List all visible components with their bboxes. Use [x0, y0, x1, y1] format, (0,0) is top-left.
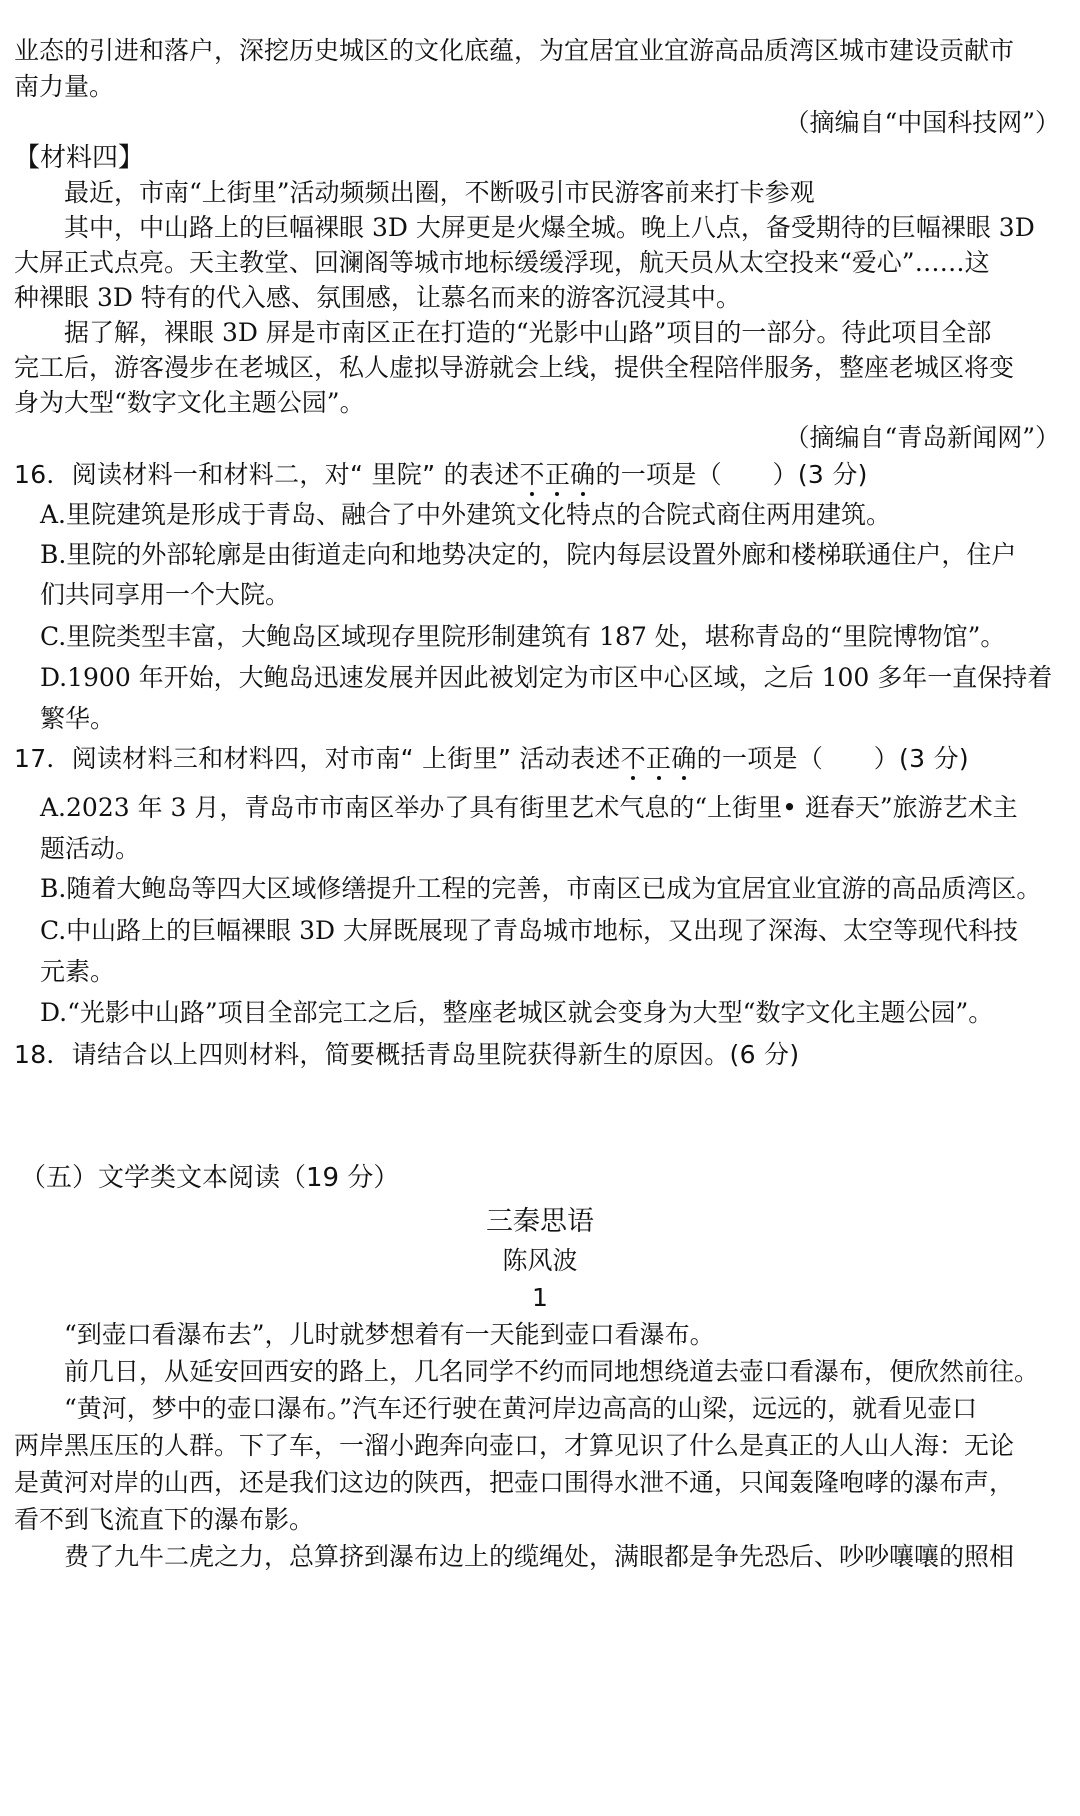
emphasis-char: 不	[621, 742, 646, 776]
text-line: 种裸眼 3D 特有的代入感、氛围感，让慕名而来的游客沉浸其中。	[14, 283, 741, 312]
text-line: 是黄河对岸的山西，还是我们这边的陕西，把壶口围得水泄不通，只闻轰隆咆哮的瀑布声，	[14, 1468, 1015, 1497]
source-citation: （摘编自“中国科技网”）	[784, 108, 1060, 137]
option-c: C.里院类型丰富，大鲍岛区域现存里院形制建筑有 187 处，堪称青岛的“里院博物馆”。	[40, 622, 1006, 651]
emphasis-char: 正	[646, 742, 671, 776]
text-line: “黄河，梦中的壶口瀑布。”汽车还行驶在黄河岸边高高的山梁，远远的，就看见壶口	[64, 1394, 978, 1423]
question-16	[14, 458, 868, 492]
question-text: 16．阅读材料一和材料二，对“ 里院” 的表述	[14, 460, 520, 489]
option-d: D.1900 年开始，大鲍岛迅速发展并因此被划定为市区中心区域，之后 100 多年一直保持着	[40, 663, 1053, 692]
emphasis-char: 不	[520, 458, 545, 492]
section-five-heading: （五）文学类文本阅读（19 分）	[20, 1163, 400, 1193]
article-title: 三秦思语	[486, 1206, 594, 1237]
option-d: D.“光影中山路”项目全部完工之后，整座老城区就会变身为大型“数字文化主题公园”。	[40, 998, 994, 1027]
text-line: 费了九牛二虎之力，总算挤到瀑布边上的缆绳处，满眼都是争先恐后、吵吵嚷嚷的照相	[64, 1542, 1015, 1571]
emphasis-char: 确	[570, 458, 595, 492]
option-b: B.随着大鲍岛等四大区域修缮提升工程的完善，市南区已成为宜居宜业宜游的高品质湾区。	[40, 874, 1042, 903]
text-line: 看不到飞流直下的瀑布影。	[14, 1505, 315, 1534]
text-line: 身为大型“数字文化主题公园”。	[14, 388, 365, 417]
part-number: 1	[532, 1283, 548, 1312]
article-author: 陈风波	[502, 1246, 578, 1275]
option-a: A.2023 年 3 月，青岛市市南区举办了具有街里艺术气息的“上街里• 逛春天”旅游艺术主	[40, 793, 1018, 822]
question-text: 的一项是（ ）(3 分)	[696, 744, 969, 773]
text-line: 前几日，从延安回西安的路上，几名同学不约而同地想绕道去壶口看瀑布，便欣然前往。	[64, 1357, 1040, 1386]
text-line: 业态的引进和落户，深挖历史城区的文化底蕴，为宜居宜业宜游高品质湾区城市建设贡献市	[14, 36, 1015, 65]
option-c: C.中山路上的巨幅裸眼 3D 大屏既展现了青岛城市地标，又出现了深海、太空等现代科技	[40, 916, 1019, 945]
text-line: 大屏正式点亮。天主教堂、回澜阁等城市地标缓缓浮现，航天员从太空投来“爱心”……这	[14, 248, 990, 277]
question-text: 的一项是（ ）(3 分)	[595, 460, 868, 489]
question-text: 17．阅读材料三和材料四，对市南“ 上街里” 活动表述	[14, 744, 621, 773]
text-line: 其中，中山路上的巨幅裸眼 3D 大屏更是火爆全城。晚上八点，备受期待的巨幅裸眼 3D	[64, 213, 1035, 242]
emphasis-char: 确	[671, 742, 696, 776]
text-line: 最近，市南“上街里”活动频频出圈，不断吸引市民游客前来打卡参观	[64, 178, 815, 207]
option-d-cont: 繁华。	[40, 704, 116, 733]
text-line: 南力量。	[14, 72, 115, 101]
material-four-heading: 【材料四】	[14, 143, 145, 173]
option-c-cont: 元素。	[40, 957, 116, 986]
text-line: 完工后，游客漫步在老城区，私人虚拟导游就会上线，提供全程陪伴服务，整座老城区将变	[14, 353, 1015, 382]
question-17	[14, 742, 969, 776]
option-b: B.里院的外部轮廓是由街道走向和地势决定的，院内每层设置外廊和楼梯联通住户，住户	[40, 540, 1017, 569]
text-line: “到壶口看瀑布去”，儿时就梦想着有一天能到壶口看瀑布。	[64, 1320, 715, 1349]
emphasis-char: 正	[545, 458, 570, 492]
source-citation: （摘编自“青岛新闻网”）	[784, 423, 1060, 452]
option-a: A.里院建筑是形成于青岛、融合了中外建筑文化特点的合院式商住两用建筑。	[40, 500, 892, 529]
option-b-cont: 们共同享用一个大院。	[40, 580, 291, 609]
text-line: 据了解，裸眼 3D 屏是市南区正在打造的“光影中山路”项目的一部分。待此项目全部	[64, 318, 992, 347]
option-a-cont: 题活动。	[40, 834, 141, 863]
question-18: 18．请结合以上四则材料，简要概括青岛里院获得新生的原因。(6 分)	[14, 1040, 800, 1069]
text-line: 两岸黑压压的人群。下了车，一溜小跑奔向壶口，才算见识了什么是真正的人山人海：无论	[14, 1431, 1015, 1460]
